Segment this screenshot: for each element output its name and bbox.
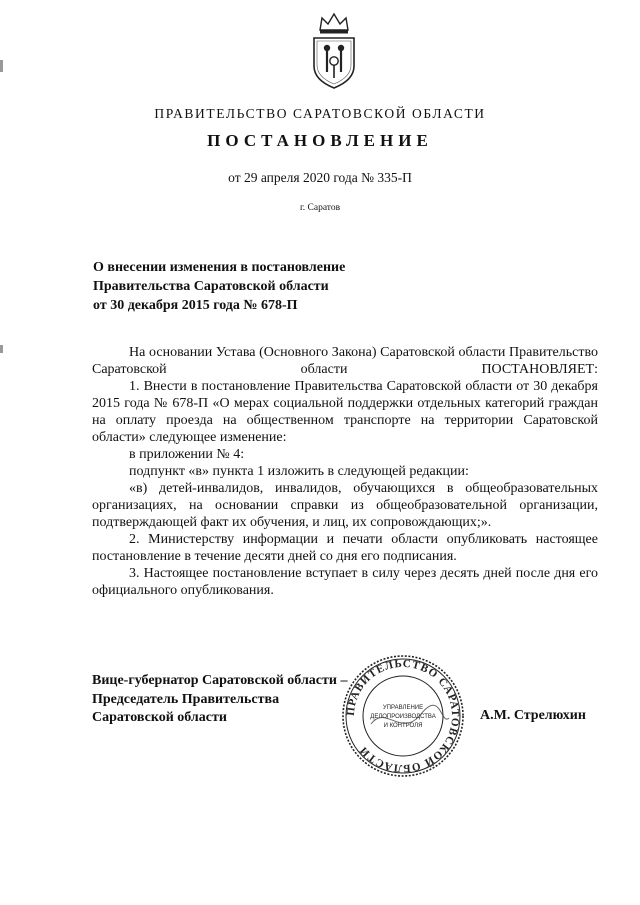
body-paragraph: 1. Внести в постановление Правительства Саратовской области от 30 декабря 2015 года № 678-П «О мерах социальной поддержки отдельных категорий граждан на оплату проезда на общественном транспорте на территории Саратовской области» следующее изменение: bbox=[92, 379, 598, 445]
government-name: ПРАВИТЕЛЬСТВО САРАТОВСКОЙ ОБЛАСТИ bbox=[154, 106, 486, 121]
scan-edge-mark bbox=[0, 60, 3, 72]
signatory-position-line: Вице-губернатор Саратовской области – bbox=[92, 673, 348, 688]
subject-line: О внесении изменения в постановление bbox=[93, 260, 346, 275]
official-round-seal bbox=[341, 654, 465, 778]
subject-line: от 30 декабря 2015 года № 678-П bbox=[93, 298, 298, 313]
signatory-position-line: Председатель Правительства bbox=[92, 691, 280, 707]
signatory-name: А.М. Стрелюхин bbox=[480, 708, 586, 723]
body-paragraph: 3. Настоящее постановление вступает в силу через десять дней после дня его официального опубликования. bbox=[92, 566, 598, 598]
seal-inner-line: И КОНТРОЛЯ bbox=[383, 723, 423, 729]
body-paragraph: в приложении № 4: bbox=[129, 447, 245, 462]
saratov-coat-of-arms-emblem bbox=[306, 8, 362, 92]
body-paragraph: 2. Министерству информации и печати области опубликовать настоящее постановление в течение десяти дней со дня его подписания. bbox=[92, 532, 598, 564]
body-paragraph: На основании Устава (Основного Закона) Саратовской области Правительство Саратовской области ПОСТАНОВЛЯЕТ: bbox=[92, 345, 598, 377]
document-city: г. Саратов bbox=[299, 203, 341, 213]
seal-outer-text: ПРАВИТЕЛЬСТВО САРАТОВСКОЙ ОБЛАСТИ bbox=[344, 657, 462, 775]
document-subject bbox=[93, 258, 453, 315]
document-type-title: ПОСТАНОВЛЕНИЕ bbox=[207, 131, 433, 150]
seal-inner-line: УПРАВЛЕНИЕ bbox=[382, 705, 424, 711]
body-paragraph: «в) детей-инвалидов, инвалидов, обучающихся в общеобразовательных организациях, на основании справки из общеобразовательной организации, подтверждающей факт их обучения, и лиц, их сопровождающих;». bbox=[92, 481, 598, 530]
signatory-position bbox=[92, 672, 347, 728]
body-paragraph: подпункт «в» пункта 1 изложить в следующей редакции: bbox=[129, 464, 469, 479]
subject-line: Правительства Саратовской области bbox=[93, 279, 329, 294]
scan-edge-mark bbox=[0, 345, 3, 353]
seal-inner-line: ДЕЛОПРОИЗВОДСТВА bbox=[370, 714, 436, 720]
document-date-number: от 29 апреля 2020 года № 335-П bbox=[228, 170, 412, 185]
signatory-position-line: Саратовской области bbox=[92, 710, 227, 725]
document-body bbox=[92, 344, 598, 599]
